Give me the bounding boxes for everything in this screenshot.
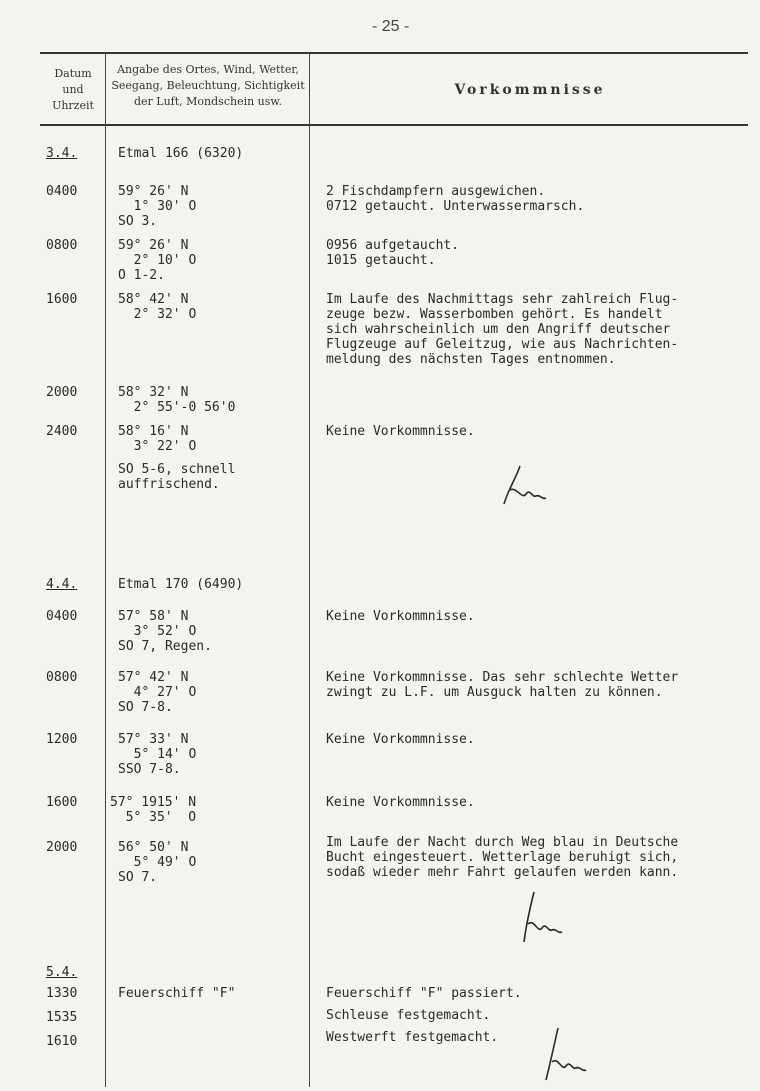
event-cell: Feuerschiff "F" passiert.	[326, 986, 522, 1001]
column-divider-2	[309, 52, 310, 1087]
position-cell: 57° 42' N 4° 27' O SO 7-8.	[118, 670, 197, 715]
position-cell: 58° 32' N 2° 55'-0 56'0	[118, 385, 236, 415]
time-cell: 1600	[46, 795, 78, 810]
event-cell: Keine Vorkommnisse.	[326, 424, 475, 439]
signature	[512, 886, 572, 950]
header-col2-line: Angabe des Ortes, Wind, Wetter,	[117, 63, 299, 76]
header-col1-line: Uhrzeit	[52, 99, 94, 112]
time-cell: 1330	[46, 986, 78, 1001]
column-divider-1	[105, 52, 106, 1087]
time-cell: 1610	[46, 1034, 78, 1049]
position-cell: 58° 16' N 3° 22' O	[118, 424, 197, 454]
position-cell: 56° 50' N 5° 49' O SO 7.	[118, 840, 197, 885]
weather-cell: SO 5-6, schnell auffrischend.	[118, 462, 236, 492]
time-cell: 0800	[46, 670, 78, 685]
event-cell: 0956 aufgetaucht. 1015 getaucht.	[326, 238, 460, 268]
signature	[536, 1022, 596, 1086]
time-cell: 1200	[46, 732, 78, 747]
position-cell: 57° 33' N 5° 14' O SSO 7-8.	[118, 732, 197, 777]
page-number: - 25 -	[372, 18, 410, 35]
header-col2-line: Seegang, Beleuchtung, Sichtigkeit	[111, 79, 305, 92]
header-col1-line: Datum	[54, 67, 92, 80]
header-events: Vorkommnisse	[454, 82, 606, 98]
table-top-rule	[40, 52, 748, 54]
event-cell: 2 Fischdampfern ausgewichen. 0712 getaucht. Unterwassermarsch.	[326, 184, 585, 214]
header-position-weather	[108, 62, 308, 110]
time-cell: 1535	[46, 1010, 78, 1025]
signature	[496, 460, 556, 520]
header-col2-line: der Luft, Mondschein usw.	[133, 95, 283, 108]
position-cell: Etmal 166 (6320)	[118, 146, 244, 161]
header-col1-line: und	[62, 83, 84, 96]
time-cell: 0800	[46, 238, 78, 253]
time-cell: 0400	[46, 184, 78, 199]
event-cell: Keine Vorkommnisse.	[326, 795, 475, 810]
position-cell: Feuerschiff "F"	[118, 986, 236, 1001]
event-cell: Westwerft festgemacht.	[326, 1030, 499, 1045]
event-cell: Keine Vorkommnisse.	[326, 732, 475, 747]
event-cell: Keine Vorkommnisse.	[326, 609, 475, 624]
position-cell: 59° 26' N 2° 10' O O 1-2.	[118, 238, 197, 283]
header-date-time	[42, 66, 104, 114]
time-cell: 2000	[46, 840, 78, 855]
position-cell: 57° 58' N 3° 52' O SO 7, Regen.	[118, 609, 212, 654]
event-cell: Keine Vorkommnisse. Das sehr schlechte Wetter zwingt zu L.F. um Ausguck halten zu können.	[326, 670, 679, 700]
position-cell: 57° 1915' N 5° 35' O	[110, 795, 197, 825]
date-cell: 3.4.	[46, 146, 78, 161]
position-cell: 59° 26' N 1° 30' O SO 3.	[118, 184, 197, 229]
header-bottom-rule	[40, 124, 748, 126]
time-cell: 2000	[46, 385, 78, 400]
time-cell: 2400	[46, 424, 78, 439]
time-cell: 0400	[46, 609, 78, 624]
date-cell: 4.4.	[46, 577, 78, 592]
event-cell: Im Laufe des Nachmittags sehr zahlreich Flug- zeuge bezw. Wasserbomben gehört. Es handelt sich wahrscheinlich um den Angriff deutscher Flugzeuge auf Geleitzug, wie aus Nachrichten- meldung des nächsten Tages entnommen.	[326, 292, 679, 367]
event-cell: Im Laufe der Nacht durch Weg blau in Deutsche Bucht eingesteuert. Wetterlage beruhigt sich, sodaß wieder mehr Fahrt gelaufen werden kann.	[326, 835, 679, 880]
position-cell: Etmal 170 (6490)	[118, 577, 244, 592]
date-cell: 5.4.	[46, 965, 78, 980]
time-cell: 1600	[46, 292, 78, 307]
position-cell: 58° 42' N 2° 32' O	[118, 292, 197, 322]
event-cell: Schleuse festgemacht.	[326, 1008, 491, 1023]
